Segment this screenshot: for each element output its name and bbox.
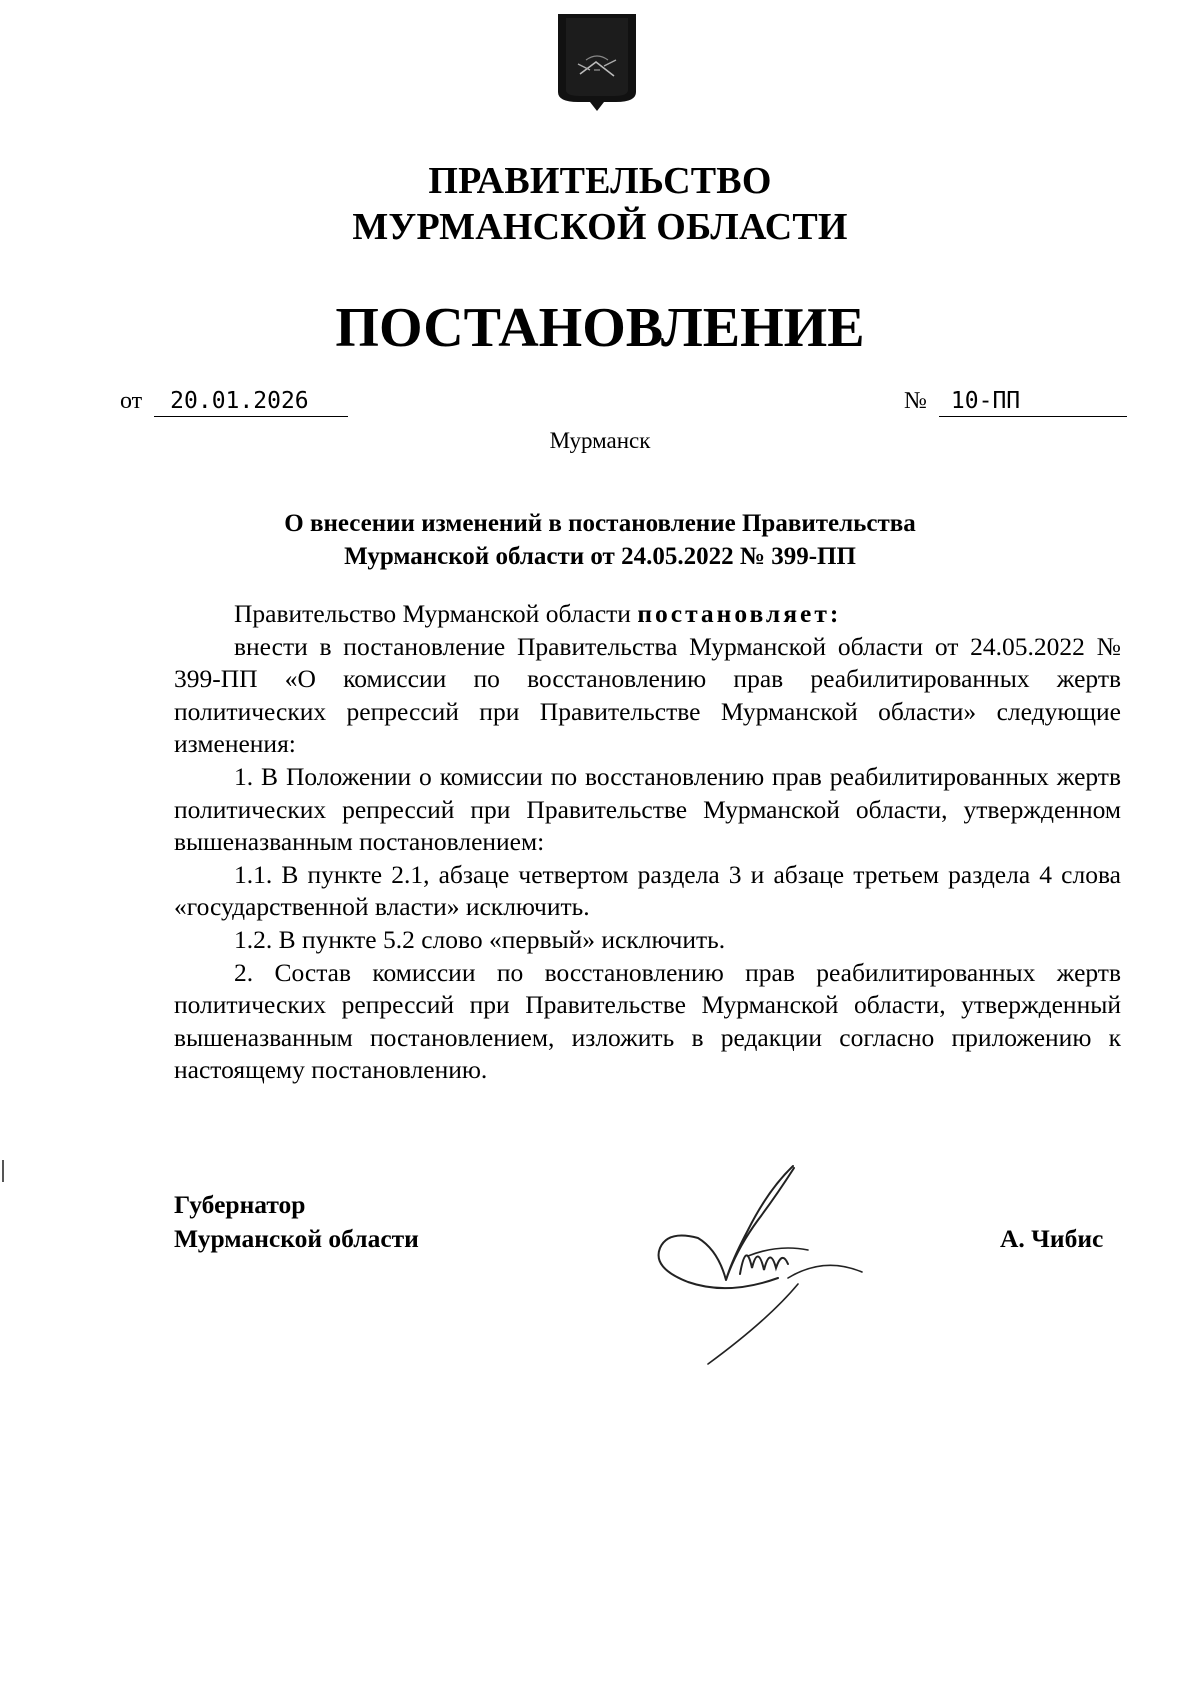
intro-colon: : bbox=[829, 599, 842, 628]
handwritten-signature-icon bbox=[648, 1160, 898, 1370]
document-subject bbox=[0, 507, 1200, 573]
signatory-title-line1: Губернатор bbox=[174, 1190, 306, 1219]
paragraph-5: 2. Состав комиссии по восстановлению прав реабилитированных жертв политических репрессий при Правительстве Мурманской области, утвержденный вышеназванным постановлением, изложить в редакции согласно приложению к настоящему постановлению. bbox=[174, 957, 1121, 1085]
government-name-line2: МУРМАНСКОЙ ОБЛАСТИ bbox=[352, 206, 848, 248]
paragraph-4: 1.2. В пункте 5.2 слово «первый» исключить. bbox=[234, 924, 726, 954]
document-type-title: ПОСТАНОВЛЕНИЕ bbox=[335, 297, 865, 359]
intro-paragraph bbox=[174, 598, 1121, 631]
scan-artifact bbox=[2, 1160, 4, 1182]
subject-line1: О внесении изменений в постановление Правительства bbox=[284, 510, 916, 537]
paragraph-1: внести в постановление Правительства Мурманской области от 24.05.2022 № 399-ПП «О комиссии по восстановлению прав реабилитированных жертв политических репрессий при Правительстве Мурманской области» следующие изменения: bbox=[174, 631, 1121, 759]
subject-line2: Мурманской области от 24.05.2022 № 399-ПП bbox=[344, 543, 856, 570]
date-field bbox=[120, 386, 348, 417]
city-name: Мурманск bbox=[549, 428, 651, 453]
government-name bbox=[0, 158, 1200, 250]
government-name-line1: ПРАВИТЕЛЬСТВО bbox=[428, 160, 772, 202]
date-prefix: от bbox=[120, 388, 143, 414]
signatory-title-line2: Мурманской области bbox=[174, 1224, 419, 1253]
number-field bbox=[904, 386, 1127, 417]
signatory-name: А. Чибис bbox=[1000, 1224, 1104, 1253]
date-value: 20.01.2026 bbox=[154, 386, 348, 417]
number-prefix: № bbox=[904, 388, 927, 414]
coat-of-arms-icon bbox=[556, 12, 638, 112]
number-value: 10-ПП bbox=[939, 386, 1127, 417]
document-body bbox=[174, 598, 1121, 1087]
paragraph-3: 1.1. В пункте 2.1, абзаце четвертом раздела 3 и абзаце третьем раздела 4 слова «государственной власти» исключить. bbox=[174, 859, 1121, 922]
paragraph-2: 1. В Положении о комиссии по восстановлению прав реабилитированных жертв политических репрессий при Правительстве Мурманской области, утвержденном вышеназванным постановлением: bbox=[174, 761, 1121, 857]
signatory-title bbox=[174, 1188, 419, 1256]
intro-text: Правительство Мурманской области bbox=[234, 599, 638, 628]
intro-keyword: постановляет bbox=[637, 599, 830, 628]
